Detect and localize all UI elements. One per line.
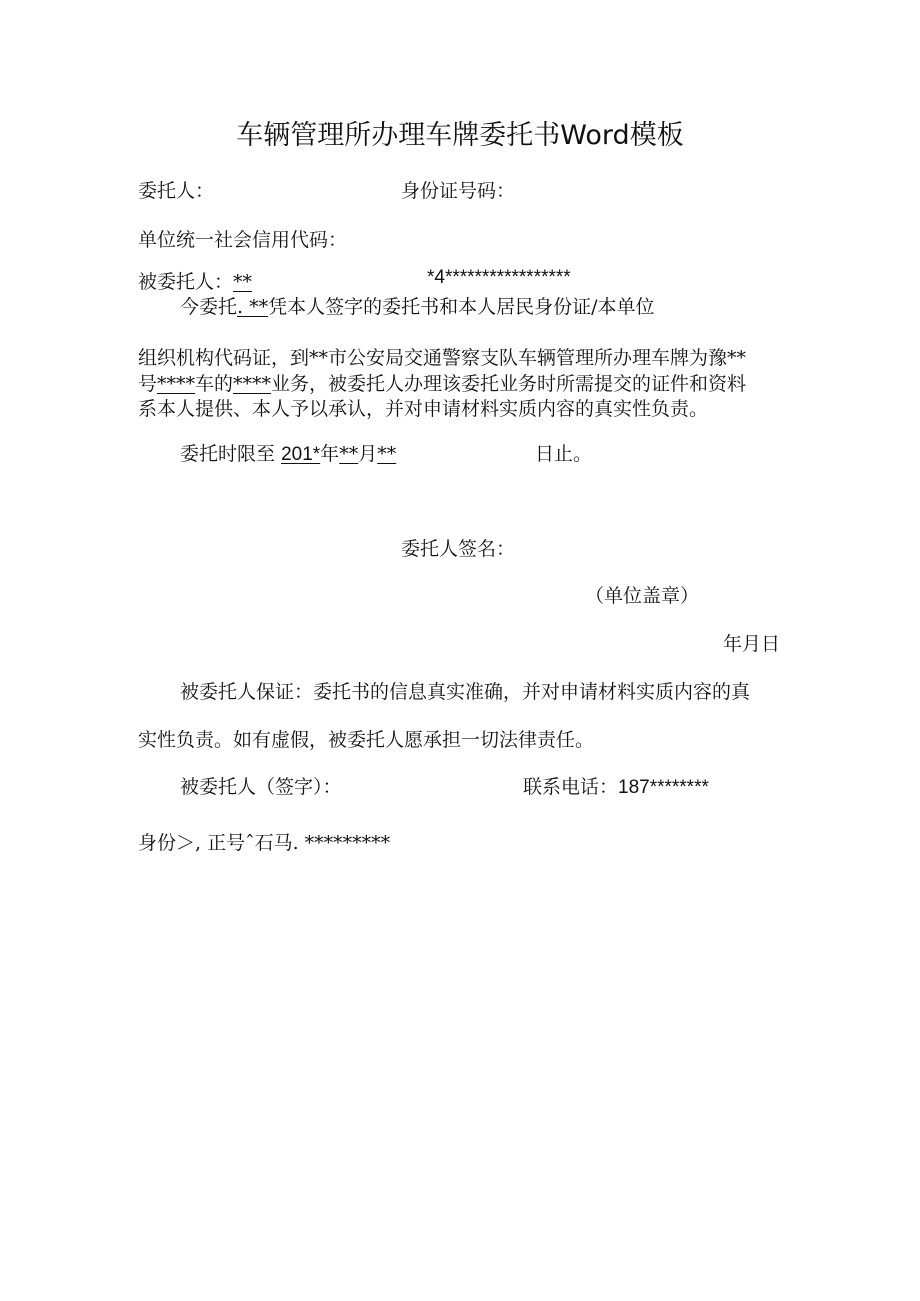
line3-post: 业务，被委托人办理该委托业务时所需提交的证件和资料 — [271, 373, 747, 395]
authorization-line-2: 组织机构代码证，到**市公安局交通警察支队车辆管理所办理车牌为豫** — [138, 347, 747, 369]
seal-label: （单位盖章） — [585, 585, 700, 607]
authorization-prefix: 今委托 — [180, 296, 238, 318]
guarantee-line-2: 实性负责。如有虚假，被委托人愿承担一切法律责任。 — [138, 729, 595, 751]
signature-label: 委托人签名： — [401, 538, 516, 560]
credit-code-label: 单位统一社会信用代码： — [138, 229, 348, 251]
authorization-line-3 — [138, 372, 746, 396]
guarantee-line-1: 被委托人保证：委托书的信息真实准确，并对申请材料实质内容的真 — [180, 681, 751, 703]
agent-sign-label: 被委托人（签字）： — [180, 776, 342, 798]
agent-id: *4***************** — [427, 267, 571, 288]
deadline-end: 日止。 — [535, 443, 593, 465]
plate-number: **** — [157, 373, 196, 395]
document-title: 车辆管理所办理车牌委托书Word模板 — [236, 120, 684, 151]
phone-row — [523, 775, 709, 800]
phone-value: 187******** — [618, 777, 709, 798]
deadline-day: ** — [377, 443, 397, 465]
id-number-label: 身份证号码： — [401, 180, 516, 202]
deadline-row — [180, 442, 396, 467]
phone-label: 联系电话： — [523, 776, 619, 798]
agent-row — [138, 270, 252, 294]
principal-label: 委托人： — [138, 180, 215, 202]
authorization-line-4: 系本人提供、本人予以承认，并对申请材料实质内容的真实性负责。 — [138, 398, 709, 420]
agent-name: ** — [233, 271, 253, 293]
deadline-year: 201* — [281, 444, 321, 465]
deadline-prefix: 委托时限至 — [180, 443, 276, 465]
agent-label: 被委托人： — [138, 271, 234, 293]
business-type: **** — [233, 373, 272, 395]
authorization-suffix: 凭本人签字的委托书和本人居民身份证/本单位 — [268, 296, 655, 318]
authorization-line-1 — [180, 295, 655, 319]
deadline-month: ** — [339, 443, 359, 465]
line3-mid: 车的 — [195, 373, 234, 395]
deadline-month-unit: 月 — [358, 443, 378, 465]
deadline-year-unit: 年 — [320, 443, 340, 465]
date-label: 年月日 — [723, 633, 781, 655]
id-line: 身份＞, 正号ˆ石马. ********* — [138, 832, 391, 854]
line3-pre: 号 — [138, 373, 158, 395]
authorization-agent-name: . ** — [237, 296, 269, 318]
